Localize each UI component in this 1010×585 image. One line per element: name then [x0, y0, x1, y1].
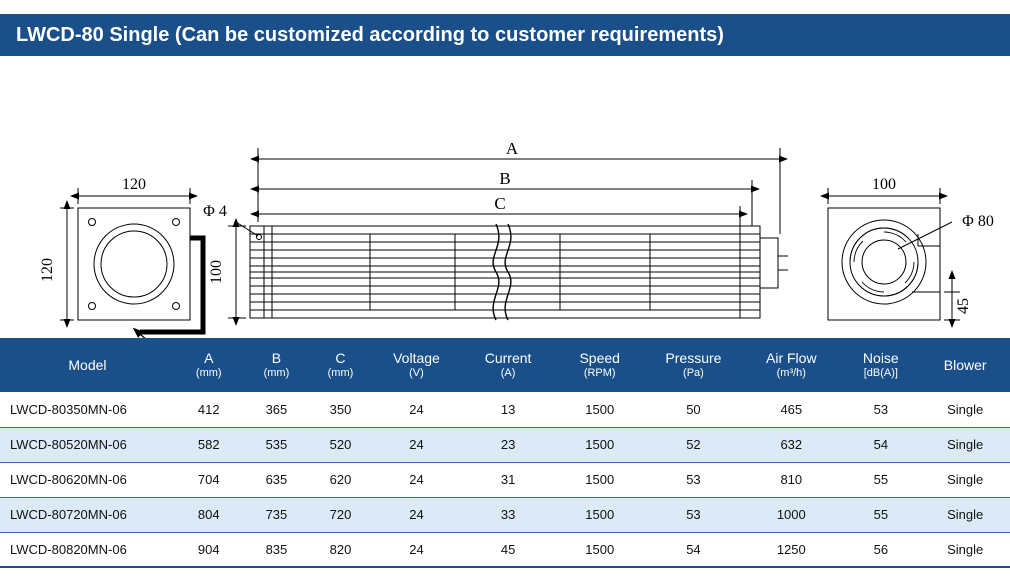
- cell-noise: 55: [841, 497, 920, 532]
- cell-pressure: 50: [646, 392, 742, 427]
- cell-blower: Single: [920, 497, 1010, 532]
- cell-noise: 53: [841, 392, 920, 427]
- column-header-model: Model: [0, 338, 175, 392]
- cell-airflow: 1250: [741, 532, 841, 567]
- cell-airflow: 632: [741, 427, 841, 462]
- left-side-view: [60, 188, 203, 348]
- column-header-airflow: Air Flow (m³/h): [741, 338, 841, 392]
- page-title: LWCD-80 Single (Can be customized according to customer requirements): [16, 23, 724, 46]
- cell-b: 535: [243, 427, 311, 462]
- cell-model: LWCD-80620MN-06: [0, 462, 175, 497]
- front-view-dim-c: C: [494, 194, 506, 213]
- cell-voltage: 24: [371, 532, 463, 567]
- front-view-dim-a: A: [505, 139, 519, 158]
- cell-a: 804: [175, 497, 243, 532]
- technical-drawing: [0, 56, 1010, 334]
- front-view-hole-dim: Φ 4: [203, 203, 227, 220]
- cell-c: 620: [310, 462, 370, 497]
- right-side-view: [828, 188, 960, 320]
- column-header-voltage: Voltage (V): [371, 338, 463, 392]
- column-header-speed: Speed (RPM): [554, 338, 646, 392]
- cell-c: 820: [310, 532, 370, 567]
- table-row: [0, 497, 1010, 532]
- table-header-row: [0, 338, 1010, 392]
- cell-model: LWCD-80350MN-06: [0, 392, 175, 427]
- specification-table: [0, 338, 1010, 568]
- right-view-side-dim: 45: [955, 298, 972, 314]
- cell-pressure: 53: [646, 462, 742, 497]
- cell-voltage: 24: [371, 497, 463, 532]
- cell-pressure: 54: [646, 532, 742, 567]
- cell-c: 720: [310, 497, 370, 532]
- column-header-blower: Blower: [920, 338, 1010, 392]
- cell-blower: Single: [920, 392, 1010, 427]
- column-header-current: Current (A): [462, 338, 554, 392]
- cell-c: 520: [310, 427, 370, 462]
- cell-b: 735: [243, 497, 311, 532]
- cell-blower: Single: [920, 462, 1010, 497]
- cell-airflow: 810: [741, 462, 841, 497]
- cell-b: 365: [243, 392, 311, 427]
- cell-speed: 1500: [554, 497, 646, 532]
- cell-model: LWCD-80720MN-06: [0, 497, 175, 532]
- cell-pressure: 52: [646, 427, 742, 462]
- cell-pressure: 53: [646, 497, 742, 532]
- table-row: [0, 392, 1010, 427]
- cell-speed: 1500: [554, 462, 646, 497]
- cell-airflow: 1000: [741, 497, 841, 532]
- table-row: [0, 532, 1010, 567]
- cell-model: LWCD-80820MN-06: [0, 532, 175, 567]
- cell-c: 350: [310, 392, 370, 427]
- column-header-c: C (mm): [310, 338, 370, 392]
- cell-speed: 1500: [554, 392, 646, 427]
- header-bar: [0, 14, 1010, 56]
- cell-current: 45: [462, 532, 554, 567]
- cell-airflow: 465: [741, 392, 841, 427]
- column-header-pressure: Pressure (Pa): [646, 338, 742, 392]
- right-view-top-dim: 100: [872, 176, 896, 193]
- cell-current: 23: [462, 427, 554, 462]
- cell-b: 835: [243, 532, 311, 567]
- column-header-noise: Noise [dB(A)]: [841, 338, 920, 392]
- cell-current: 13: [462, 392, 554, 427]
- cell-speed: 1500: [554, 427, 646, 462]
- cell-noise: 54: [841, 427, 920, 462]
- column-header-b: B (mm): [243, 338, 311, 392]
- cell-b: 635: [243, 462, 311, 497]
- right-view-outlet-dim: Φ 80: [962, 213, 994, 230]
- cell-blower: Single: [920, 427, 1010, 462]
- column-header-a: A (mm): [175, 338, 243, 392]
- table-row: [0, 462, 1010, 497]
- cell-speed: 1500: [554, 532, 646, 567]
- left-view-side-dim: 120: [39, 258, 56, 282]
- cell-a: 412: [175, 392, 243, 427]
- cell-noise: 56: [841, 532, 920, 567]
- front-view-dim-b: B: [499, 169, 511, 188]
- cell-current: 31: [462, 462, 554, 497]
- cell-a: 704: [175, 462, 243, 497]
- cell-a: 904: [175, 532, 243, 567]
- cell-blower: Single: [920, 532, 1010, 567]
- front-view-height-dim: 100: [208, 260, 225, 284]
- left-view-top-dim: 120: [122, 176, 146, 193]
- cell-voltage: 24: [371, 392, 463, 427]
- table-row: [0, 427, 1010, 462]
- cell-current: 33: [462, 497, 554, 532]
- cell-voltage: 24: [371, 427, 463, 462]
- cell-voltage: 24: [371, 462, 463, 497]
- cell-noise: 55: [841, 462, 920, 497]
- cell-model: LWCD-80520MN-06: [0, 427, 175, 462]
- cell-a: 582: [175, 427, 243, 462]
